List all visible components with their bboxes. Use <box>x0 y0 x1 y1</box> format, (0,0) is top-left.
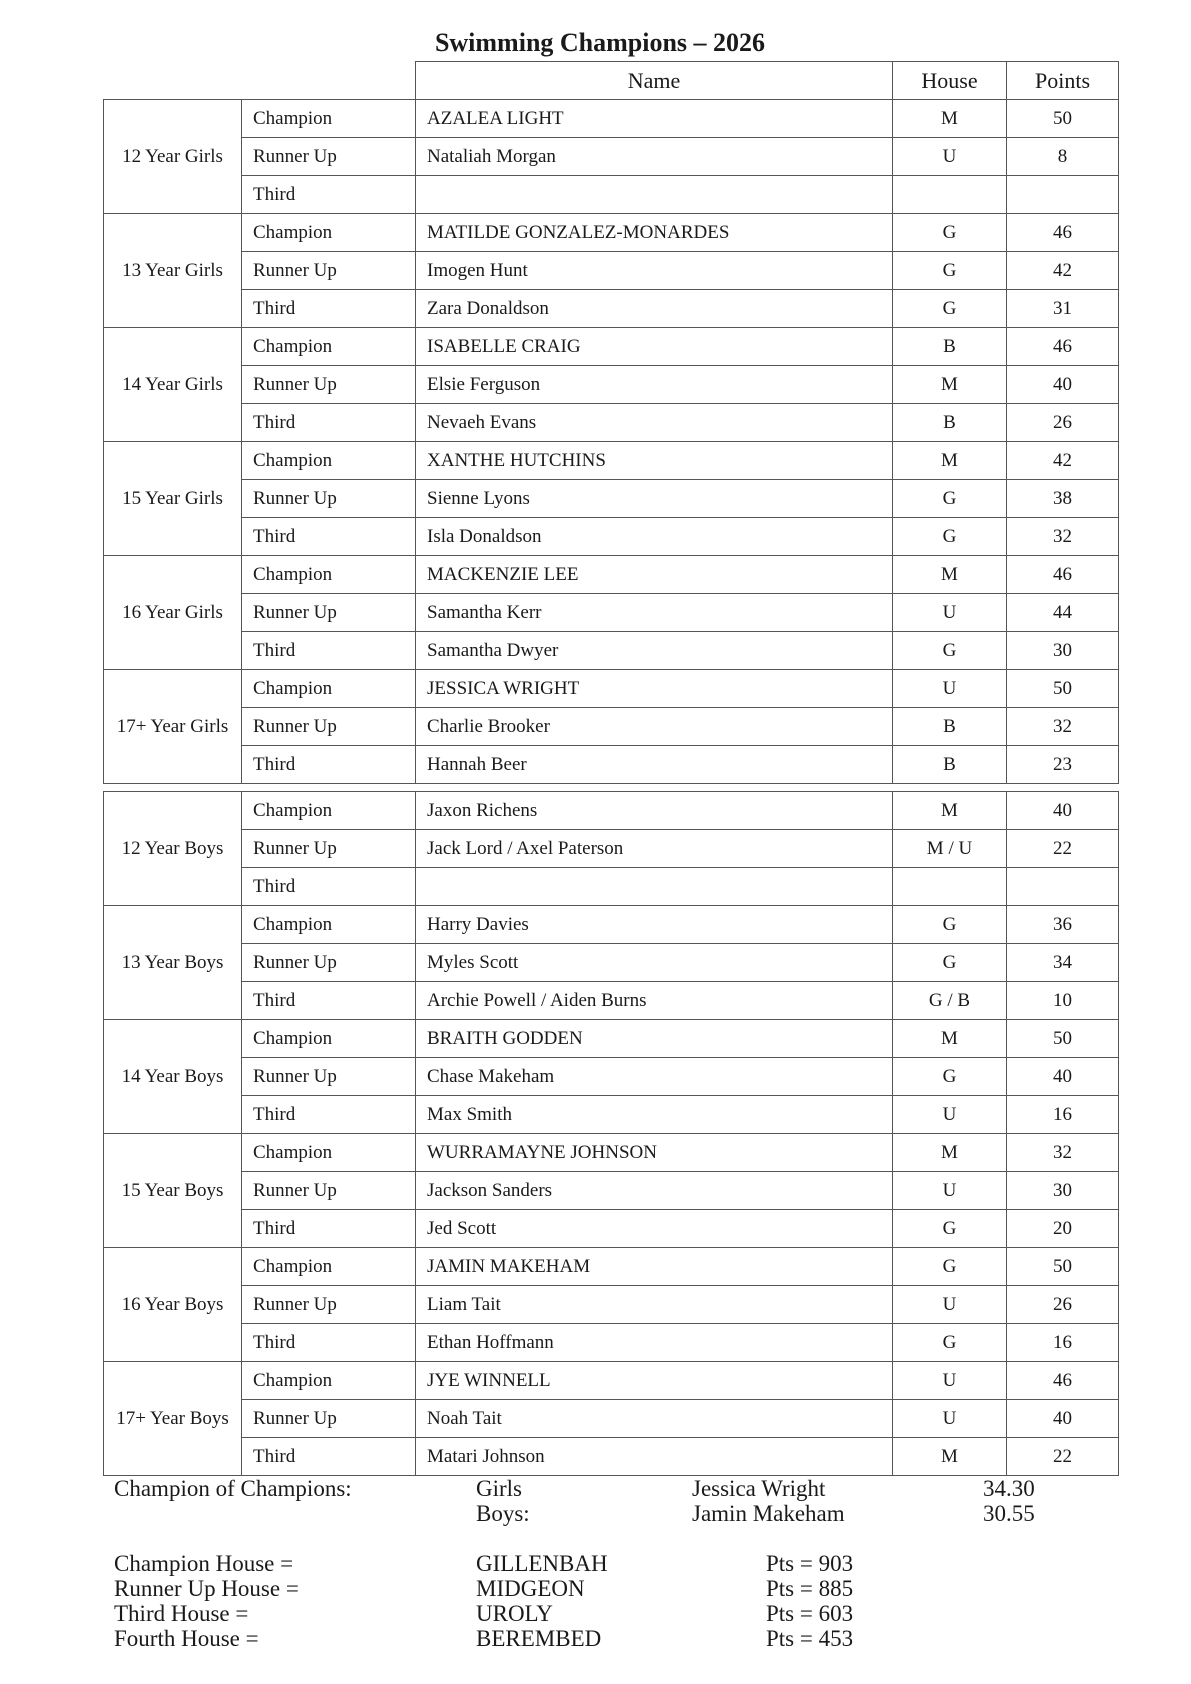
house-cell: G <box>893 214 1007 252</box>
name-cell: Matari Johnson <box>416 1438 893 1476</box>
name-cell: Imogen Hunt <box>416 252 893 290</box>
rank-cell: Third <box>242 404 416 442</box>
house-cell: M <box>893 1438 1007 1476</box>
name-cell: Myles Scott <box>416 944 893 982</box>
age-group-label: 13 Year Boys <box>104 906 242 1020</box>
house-cell: U <box>893 1096 1007 1134</box>
house-cell: G <box>893 252 1007 290</box>
name-cell: JAMIN MAKEHAM <box>416 1248 893 1286</box>
points-cell: 22 <box>1007 1438 1119 1476</box>
house-cell: M <box>893 1134 1007 1172</box>
name-cell: MACKENZIE LEE <box>416 556 893 594</box>
age-group-label: 13 Year Girls <box>104 214 242 328</box>
name-cell: BRAITH GODDEN <box>416 1020 893 1058</box>
page-title: Swimming Champions – 2026 <box>434 28 766 57</box>
name-cell: Elsie Ferguson <box>416 366 893 404</box>
house-cell: M / U <box>893 830 1007 868</box>
name-cell: Chase Makeham <box>416 1058 893 1096</box>
points-cell <box>1007 868 1119 906</box>
table-row <box>104 518 1119 556</box>
boys-label: Boys: <box>476 1501 530 1526</box>
house-cell: M <box>893 366 1007 404</box>
name-cell: Max Smith <box>416 1096 893 1134</box>
house-points: Pts = 603 <box>766 1601 854 1626</box>
rank-cell: Third <box>242 1096 416 1134</box>
points-cell: 40 <box>1007 792 1119 830</box>
points-cell: 40 <box>1007 1058 1119 1096</box>
house-cell: G <box>893 1210 1007 1248</box>
rank-cell: Runner Up <box>242 138 416 176</box>
rank-cell: Champion <box>242 100 416 138</box>
house-name: BEREMBED <box>476 1626 602 1651</box>
points-cell: 46 <box>1007 1362 1119 1400</box>
points-cell: 50 <box>1007 670 1119 708</box>
table-row <box>104 906 1119 944</box>
house-cell: M <box>893 442 1007 480</box>
table-row <box>104 366 1119 404</box>
name-cell: WURRAMAYNE JOHNSON <box>416 1134 893 1172</box>
house-cell: U <box>893 1400 1007 1438</box>
table-row <box>104 1172 1119 1210</box>
house-cell: G <box>893 480 1007 518</box>
table-row <box>104 670 1119 708</box>
rank-cell: Third <box>242 982 416 1020</box>
table-header-row <box>104 62 1119 100</box>
points-cell: 31 <box>1007 290 1119 328</box>
rank-cell: Third <box>242 746 416 784</box>
rank-cell: Third <box>242 868 416 906</box>
table-row <box>104 176 1119 214</box>
rank-cell: Champion <box>242 556 416 594</box>
rank-cell: Third <box>242 518 416 556</box>
points-cell: 26 <box>1007 1286 1119 1324</box>
points-cell: 46 <box>1007 214 1119 252</box>
points-cell: 46 <box>1007 556 1119 594</box>
table-row <box>104 1438 1119 1476</box>
house-cell: G <box>893 906 1007 944</box>
rank-cell: Runner Up <box>242 1286 416 1324</box>
rank-cell: Runner Up <box>242 1400 416 1438</box>
name-cell: Nevaeh Evans <box>416 404 893 442</box>
table-row <box>104 1134 1119 1172</box>
age-group-label: 12 Year Girls <box>104 100 242 214</box>
points-cell: 16 <box>1007 1324 1119 1362</box>
house-name: MIDGEON <box>476 1576 585 1601</box>
points-cell: 30 <box>1007 632 1119 670</box>
table-row <box>104 632 1119 670</box>
house-points: Pts = 453 <box>766 1626 854 1651</box>
rank-cell: Third <box>242 1210 416 1248</box>
girls-label: Girls <box>476 1476 522 1501</box>
table-row <box>104 100 1119 138</box>
points-cell: 38 <box>1007 480 1119 518</box>
name-cell: Archie Powell / Aiden Burns <box>416 982 893 1020</box>
name-cell: Jackson Sanders <box>416 1172 893 1210</box>
points-cell: 36 <box>1007 906 1119 944</box>
name-cell: Sienne Lyons <box>416 480 893 518</box>
points-cell: 42 <box>1007 252 1119 290</box>
house-cell: G / B <box>893 982 1007 1020</box>
points-cell: 22 <box>1007 830 1119 868</box>
table-row <box>104 1362 1119 1400</box>
rank-cell: Third <box>242 1324 416 1362</box>
table-row <box>104 214 1119 252</box>
points-cell: 40 <box>1007 1400 1119 1438</box>
table-row <box>104 982 1119 1020</box>
house-rank-label: Champion House = <box>114 1551 294 1576</box>
table-row <box>104 1020 1119 1058</box>
girls-champion-name: Jessica Wright <box>692 1476 826 1501</box>
table-row <box>104 480 1119 518</box>
rank-cell: Runner Up <box>242 594 416 632</box>
table-row <box>104 252 1119 290</box>
points-cell: 16 <box>1007 1096 1119 1134</box>
house-points: Pts = 885 <box>766 1576 854 1601</box>
table-row <box>104 830 1119 868</box>
rank-cell: Champion <box>242 214 416 252</box>
age-group-label: 16 Year Girls <box>104 556 242 670</box>
points-cell: 10 <box>1007 982 1119 1020</box>
age-group-label: 17+ Year Boys <box>104 1362 242 1476</box>
age-group-label: 14 Year Boys <box>104 1020 242 1134</box>
rank-cell: Champion <box>242 328 416 366</box>
points-cell: 32 <box>1007 1134 1119 1172</box>
table-row <box>104 404 1119 442</box>
header-house: House <box>893 62 1007 100</box>
table-row <box>104 290 1119 328</box>
house-cell: M <box>893 100 1007 138</box>
table-row <box>104 594 1119 632</box>
house-cell: U <box>893 1172 1007 1210</box>
rank-cell: Champion <box>242 906 416 944</box>
rank-cell: Third <box>242 632 416 670</box>
table-row <box>104 868 1119 906</box>
points-cell: 34 <box>1007 944 1119 982</box>
boys-champion-name: Jamin Makeham <box>692 1501 845 1526</box>
name-cell: Samantha Kerr <box>416 594 893 632</box>
age-group-label: 15 Year Girls <box>104 442 242 556</box>
house-cell: M <box>893 556 1007 594</box>
house-cell <box>893 176 1007 214</box>
house-cell: B <box>893 328 1007 366</box>
rank-cell: Champion <box>242 1134 416 1172</box>
age-group-label: 14 Year Girls <box>104 328 242 442</box>
name-cell: AZALEA LIGHT <box>416 100 893 138</box>
points-cell: 26 <box>1007 404 1119 442</box>
points-cell: 32 <box>1007 518 1119 556</box>
champion-of-champions-label: Champion of Champions: <box>114 1476 352 1501</box>
name-cell: Liam Tait <box>416 1286 893 1324</box>
table-row <box>104 1096 1119 1134</box>
name-cell: Isla Donaldson <box>416 518 893 556</box>
name-cell: Harry Davies <box>416 906 893 944</box>
points-cell: 32 <box>1007 708 1119 746</box>
house-cell: G <box>893 290 1007 328</box>
rank-cell: Third <box>242 176 416 214</box>
house-cell: U <box>893 594 1007 632</box>
table-row <box>104 1324 1119 1362</box>
points-cell: 50 <box>1007 1248 1119 1286</box>
header-name: Name <box>416 62 893 100</box>
points-cell: 40 <box>1007 366 1119 404</box>
boys-champion-score: 30.55 <box>983 1501 1035 1526</box>
rank-cell: Runner Up <box>242 1172 416 1210</box>
house-name: UROLY <box>476 1601 553 1626</box>
house-rank-label: Runner Up House = <box>114 1576 299 1601</box>
header-spacer <box>242 62 416 100</box>
house-cell: G <box>893 518 1007 556</box>
points-cell: 44 <box>1007 594 1119 632</box>
rank-cell: Champion <box>242 670 416 708</box>
house-points: Pts = 903 <box>766 1551 854 1576</box>
name-cell <box>416 176 893 214</box>
table-row <box>104 442 1119 480</box>
house-rank-label: Fourth House = <box>114 1626 259 1651</box>
table-row <box>104 1400 1119 1438</box>
table-row <box>104 746 1119 784</box>
rank-cell: Runner Up <box>242 366 416 404</box>
rank-cell: Runner Up <box>242 708 416 746</box>
points-cell: 50 <box>1007 100 1119 138</box>
rank-cell: Runner Up <box>242 944 416 982</box>
name-cell: Jack Lord / Axel Paterson <box>416 830 893 868</box>
rank-cell: Champion <box>242 792 416 830</box>
table-row <box>104 1058 1119 1096</box>
rank-cell: Champion <box>242 442 416 480</box>
table-row <box>104 1210 1119 1248</box>
table-row <box>104 556 1119 594</box>
name-cell: JESSICA WRIGHT <box>416 670 893 708</box>
name-cell: Jed Scott <box>416 1210 893 1248</box>
rank-cell: Third <box>242 1438 416 1476</box>
name-cell: Zara Donaldson <box>416 290 893 328</box>
house-cell: M <box>893 792 1007 830</box>
table-row <box>104 1248 1119 1286</box>
name-cell: XANTHE HUTCHINS <box>416 442 893 480</box>
rank-cell: Champion <box>242 1020 416 1058</box>
table-row <box>104 792 1119 830</box>
rank-cell: Runner Up <box>242 1058 416 1096</box>
points-cell: 8 <box>1007 138 1119 176</box>
house-cell <box>893 868 1007 906</box>
rank-cell: Runner Up <box>242 480 416 518</box>
name-cell <box>416 868 893 906</box>
name-cell: Charlie Brooker <box>416 708 893 746</box>
header-points: Points <box>1007 62 1119 100</box>
house-name: GILLENBAH <box>476 1551 608 1576</box>
name-cell: Hannah Beer <box>416 746 893 784</box>
house-cell: G <box>893 1248 1007 1286</box>
table-row <box>104 708 1119 746</box>
rank-cell: Third <box>242 290 416 328</box>
points-cell: 50 <box>1007 1020 1119 1058</box>
house-cell: G <box>893 1058 1007 1096</box>
rank-cell: Champion <box>242 1248 416 1286</box>
house-cell: B <box>893 746 1007 784</box>
house-cell: G <box>893 632 1007 670</box>
header-spacer <box>104 62 242 100</box>
age-group-label: 17+ Year Girls <box>104 670 242 784</box>
points-cell: 42 <box>1007 442 1119 480</box>
house-cell: U <box>893 1362 1007 1400</box>
house-cell: G <box>893 944 1007 982</box>
house-cell: U <box>893 1286 1007 1324</box>
points-cell: 30 <box>1007 1172 1119 1210</box>
table-row <box>104 138 1119 176</box>
name-cell: Noah Tait <box>416 1400 893 1438</box>
table-row <box>104 944 1119 982</box>
table-row <box>104 1286 1119 1324</box>
house-cell: M <box>893 1020 1007 1058</box>
house-cell: U <box>893 138 1007 176</box>
girls-champion-score: 34.30 <box>983 1476 1035 1501</box>
house-rank-label: Third House = <box>114 1601 249 1626</box>
girls-champions-table <box>103 61 1119 784</box>
boys-champions-table <box>103 791 1119 1476</box>
house-cell: U <box>893 670 1007 708</box>
age-group-label: 12 Year Boys <box>104 792 242 906</box>
rank-cell: Runner Up <box>242 252 416 290</box>
name-cell: Ethan Hoffmann <box>416 1324 893 1362</box>
age-group-label: 15 Year Boys <box>104 1134 242 1248</box>
name-cell: JYE WINNELL <box>416 1362 893 1400</box>
name-cell: Nataliah Morgan <box>416 138 893 176</box>
name-cell: ISABELLE CRAIG <box>416 328 893 366</box>
points-cell <box>1007 176 1119 214</box>
points-cell: 46 <box>1007 328 1119 366</box>
rank-cell: Champion <box>242 1362 416 1400</box>
table-row <box>104 328 1119 366</box>
house-cell: B <box>893 708 1007 746</box>
age-group-label: 16 Year Boys <box>104 1248 242 1362</box>
house-cell: B <box>893 404 1007 442</box>
rank-cell: Runner Up <box>242 830 416 868</box>
points-cell: 23 <box>1007 746 1119 784</box>
name-cell: MATILDE GONZALEZ-MONARDES <box>416 214 893 252</box>
name-cell: Jaxon Richens <box>416 792 893 830</box>
name-cell: Samantha Dwyer <box>416 632 893 670</box>
house-cell: G <box>893 1324 1007 1362</box>
points-cell: 20 <box>1007 1210 1119 1248</box>
